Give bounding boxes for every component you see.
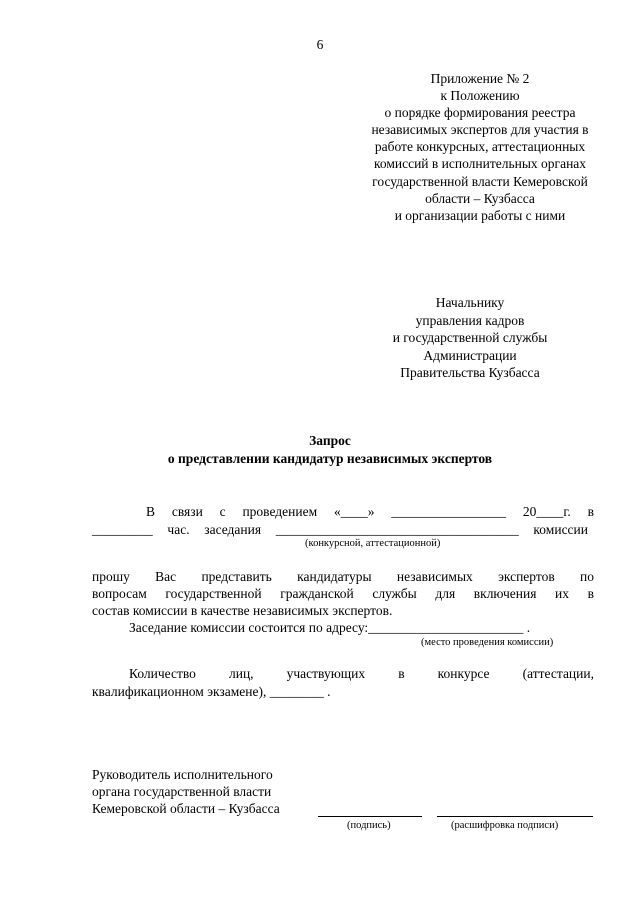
- paragraph-4-line-2: квалификационном экзамене), ________ .: [92, 684, 331, 699]
- paragraph-2-line-1: прошу Вас представить кандидатуры независимых экспертов по: [92, 569, 594, 584]
- appendix-line: о порядке формирования реестра: [384, 105, 576, 121]
- appendix-line: работе конкурсных, аттестационных: [374, 139, 586, 155]
- paragraph-2-line-2: вопросам государственной гражданской службы для включения их в: [92, 586, 594, 601]
- addressee-block: [320, 294, 620, 382]
- title-line-2: о представлении кандидатур независимых экспертов: [167, 451, 493, 466]
- document-title: [0, 432, 640, 468]
- paragraph-1-line-1: В связи с проведением «____» _________________ 20____г. в: [146, 504, 594, 519]
- signature-title-line-3: Кемеровской области – Кузбасса: [92, 801, 280, 816]
- meeting-place-caption: (место проведения комиссии): [421, 637, 554, 648]
- appendix-line: комиссий в исполнительных органах: [373, 156, 587, 172]
- appendix-header: [300, 70, 640, 224]
- commission-type-caption: (конкурсной, аттестационной): [305, 538, 441, 549]
- signature-title-line-2: органа государственной власти: [92, 784, 272, 799]
- page-number: 6: [316, 37, 324, 52]
- signature-caption: (подпись): [347, 820, 391, 831]
- appendix-line: государственной власти Кемеровской: [372, 173, 588, 189]
- addressee-line: Начальнику: [435, 295, 505, 310]
- signature-line: [318, 802, 422, 817]
- title-line-1: Запрос: [309, 433, 351, 448]
- paragraph-2-line-3: состав комиссии в качестве независимых экспертов.: [92, 603, 393, 618]
- addressee-line: Правительства Кузбасса: [400, 365, 540, 380]
- signature-title-line-1: Руководитель исполнительного: [92, 767, 273, 782]
- appendix-line: Приложение № 2: [430, 71, 530, 86]
- paragraph-3-line-1: Заседание комиссии состоится по адресу:_______________________ .: [129, 620, 531, 635]
- addressee-line: и государственной службы: [392, 330, 548, 345]
- addressee-line: управления кадров: [415, 312, 525, 328]
- addressee-line: Администрации: [423, 347, 517, 363]
- appendix-line: к Положению: [440, 88, 520, 104]
- signature-decoding-caption: (расшифровка подписи): [451, 820, 559, 831]
- paragraph-4-line-1: Количество лиц, участвующих в конкурсе (аттестации,: [129, 666, 594, 681]
- appendix-line: и организации работы с ними: [394, 207, 566, 223]
- appendix-line: области – Кузбасса: [425, 190, 535, 206]
- appendix-line: независимых экспертов для участия в: [371, 122, 589, 138]
- paragraph-1-line-2: _________ час. заседания ____________________________________ комиссии: [92, 522, 588, 537]
- signature-decoding-line: [437, 802, 593, 817]
